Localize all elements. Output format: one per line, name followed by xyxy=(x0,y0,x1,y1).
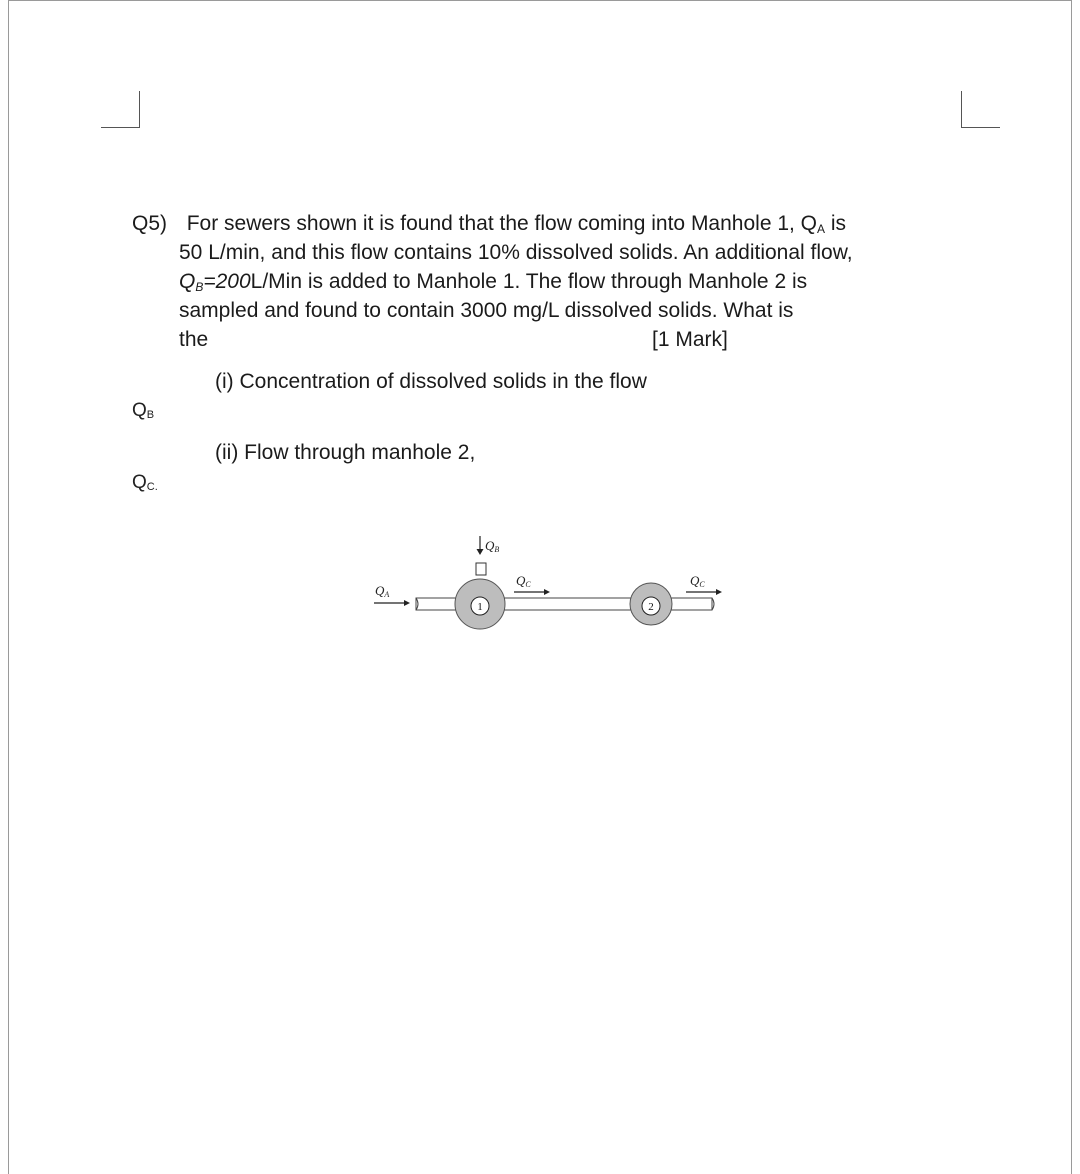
crop-mark-top-left xyxy=(101,91,140,128)
qb-subscript: B xyxy=(195,280,204,294)
question-line-2: 50 L/min, and this flow contains 10% dissolved solids. An additional flow, xyxy=(179,241,853,264)
manhole-2-number: 2 xyxy=(648,601,654,613)
side-qc-subscript: C. xyxy=(146,481,158,493)
side-label-qc xyxy=(132,472,158,494)
diagram-qc2-label: QC xyxy=(690,573,705,589)
question-number: Q5) xyxy=(132,212,168,235)
diagram-qb-label: QB xyxy=(485,538,500,554)
qc1-arrow-head xyxy=(544,589,550,595)
question-text-1a: For sewers shown it is found that the flow coming into Manhole 1, Q xyxy=(186,212,818,235)
crop-mark-top-right xyxy=(961,91,1000,128)
manhole-2 xyxy=(630,583,672,625)
qc2-arrow-head xyxy=(716,589,722,595)
side-label-qb xyxy=(132,400,154,422)
part-i: (i) Concentration of dissolved solids in the flow xyxy=(215,370,647,393)
question-text-3: L/Min is added to Manhole 1. The flow through Manhole 2 is xyxy=(250,270,808,293)
inlet-box xyxy=(476,563,486,575)
qa-subscript: A xyxy=(817,222,826,236)
pipe-outlet xyxy=(670,598,712,610)
pipe-middle xyxy=(500,598,632,610)
qb-symbol: Q xyxy=(179,270,196,293)
side-qb-symbol: Q xyxy=(132,400,147,421)
pipe-inlet xyxy=(416,598,458,610)
side-qb-subscript: B xyxy=(146,409,155,421)
qa-arrow-head xyxy=(404,600,410,606)
diagram-qc1-label: QC xyxy=(516,573,531,589)
manhole-1-number: 1 xyxy=(477,601,483,613)
diagram-qa-label: QA xyxy=(375,583,390,599)
sewer-diagram xyxy=(368,528,728,638)
qb-arrow-head xyxy=(477,549,484,555)
qb-value: =200 xyxy=(203,270,251,293)
question-line-5: the xyxy=(179,328,209,351)
manhole-1 xyxy=(455,579,505,629)
part-ii: (ii) Flow through manhole 2, xyxy=(215,441,476,464)
side-qc-symbol: Q xyxy=(132,472,147,493)
marks-label: [1 Mark] xyxy=(652,328,728,351)
question-text-1b: is xyxy=(825,212,847,235)
question-line-4: sampled and found to contain 3000 mg/L dissolved solids. What is xyxy=(179,299,794,322)
